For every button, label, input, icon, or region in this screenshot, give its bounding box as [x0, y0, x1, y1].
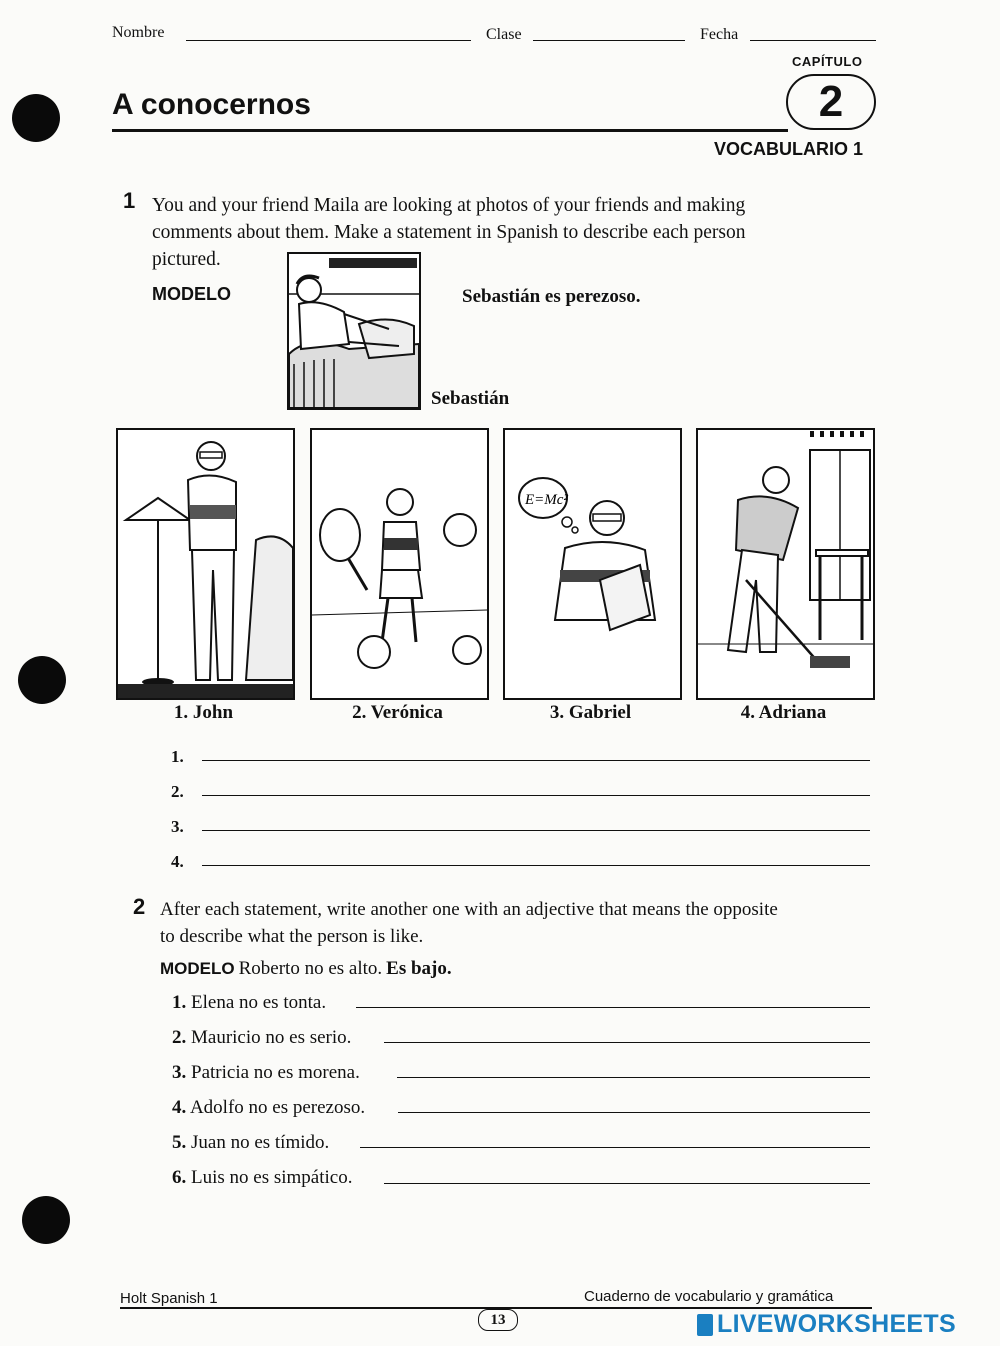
answer-line-4[interactable] — [202, 865, 870, 866]
picture-caption: 1. John — [173, 702, 234, 723]
statement-answer-line-3[interactable] — [397, 1077, 870, 1078]
instructions-line: comments about them. Make a statement in Spanish to describe each person — [152, 222, 746, 243]
gabriel-picture — [503, 428, 682, 700]
statement-answer-line-5[interactable] — [360, 1147, 870, 1148]
answer-number: 4. — [171, 852, 184, 871]
page-number-badge — [478, 1309, 518, 1331]
modelo-label: MODELO — [152, 284, 231, 304]
statement-item: 3. Patricia no es morena. — [172, 1062, 360, 1083]
modelo-caption: Sebastián — [431, 388, 510, 409]
instructions-line: After each statement, write another one with an adjective that means the opposite — [160, 899, 778, 920]
title-rule — [112, 129, 788, 132]
modelo-answer: Sebastián es perezoso. — [462, 286, 641, 307]
chapter-badge — [786, 74, 876, 130]
picture-caption: 2. Verónica — [352, 702, 443, 723]
clase-field[interactable] — [533, 40, 685, 41]
exercise-1-number: 1 — [123, 188, 136, 213]
statement-item: 5. Juan no es tímido. — [172, 1132, 330, 1153]
nombre-label: Nombre — [112, 24, 165, 41]
modelo-label: MODELO — [160, 959, 235, 978]
picture-caption: 4. Adriana — [740, 702, 827, 723]
binder-hole-bottom — [22, 1196, 70, 1244]
statement-item: 1. Elena no es tonta. — [172, 992, 327, 1013]
binder-hole-top — [12, 94, 60, 142]
footer-right: Cuaderno de vocabulario y gramática — [584, 1288, 834, 1305]
nombre-field[interactable] — [186, 40, 471, 41]
statement-item: 6. Luis no es simpático. — [172, 1167, 353, 1188]
instructions-line: pictured. — [152, 249, 221, 270]
thought-text: E=Mc² — [525, 492, 568, 508]
exercise-1-instructions — [152, 192, 746, 273]
answer-number: 2. — [171, 782, 184, 801]
picture-caption: 3. Gabriel — [549, 702, 632, 723]
answer-number: 3. — [171, 817, 184, 836]
page-title: A conocernos — [112, 88, 311, 121]
section-label: VOCABULARIO 1 — [714, 139, 864, 159]
capitulo-label: CAPÍTULO — [792, 54, 863, 69]
john-picture — [116, 428, 295, 700]
exercise-2-modelo — [160, 958, 452, 980]
statement-answer-line-2[interactable] — [384, 1042, 870, 1043]
answer-line-3[interactable] — [202, 830, 870, 831]
page-number: 13 — [490, 1312, 506, 1328]
fecha-label: Fecha — [700, 26, 739, 43]
veronica-picture — [310, 428, 489, 700]
brand-icon — [697, 1314, 713, 1336]
answer-line-1[interactable] — [202, 760, 870, 761]
answer-number: 1. — [171, 747, 184, 766]
instructions-line: to describe what the person is like. — [160, 926, 424, 947]
sebastian-picture — [287, 252, 421, 410]
exercise-2-number: 2 — [133, 894, 146, 919]
modelo-statement: Roberto no es alto. — [238, 958, 383, 979]
statement-item: 4. Adolfo no es perezoso. — [172, 1097, 366, 1118]
brand-name: LIVEWORKSHEETS — [717, 1310, 956, 1338]
liveworksheets-logo[interactable] — [697, 1310, 956, 1339]
instructions-line: You and your friend Maila are looking at photos of your friends and making — [152, 195, 746, 216]
adriana-picture — [696, 428, 875, 700]
modelo-answer: Es bajo. — [386, 958, 452, 979]
fecha-field[interactable] — [750, 40, 876, 41]
binder-hole-middle — [18, 656, 66, 704]
chapter-number: 2 — [818, 77, 844, 126]
footer-left: Holt Spanish 1 — [120, 1290, 218, 1307]
answer-line-2[interactable] — [202, 795, 870, 796]
statement-answer-line-1[interactable] — [356, 1007, 870, 1008]
exercise-2-instructions — [160, 896, 778, 950]
statement-answer-line-4[interactable] — [398, 1112, 870, 1113]
statement-item: 2. Mauricio no es serio. — [172, 1027, 352, 1048]
clase-label: Clase — [486, 26, 522, 43]
statement-answer-line-6[interactable] — [384, 1183, 870, 1184]
